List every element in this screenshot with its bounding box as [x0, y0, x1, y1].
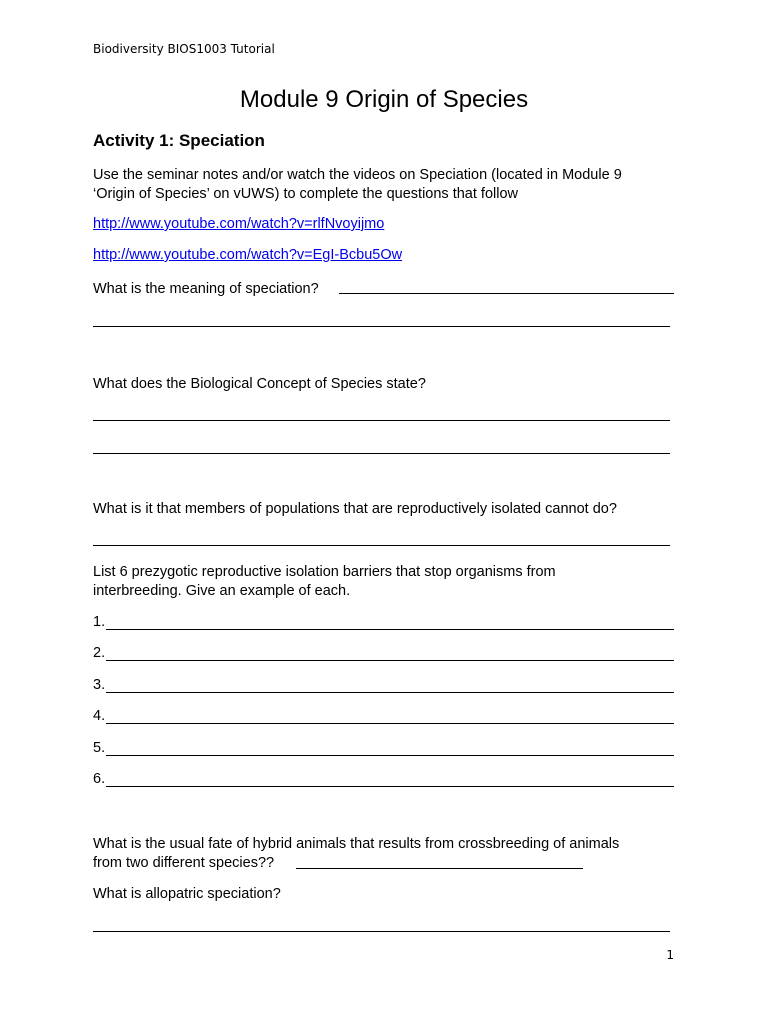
answer-line[interactable]: [93, 545, 670, 546]
answer-line[interactable]: [339, 293, 674, 294]
answer-line[interactable]: [296, 868, 583, 869]
answer-line[interactable]: [93, 931, 670, 932]
page-title: Module 9 Origin of Species: [239, 86, 529, 113]
video-link-1[interactable]: http://www.youtube.com/watch?v=rlfNvoyijmo: [93, 216, 385, 232]
answer-line[interactable]: [93, 453, 670, 454]
numbered-answer-line[interactable]: [93, 645, 674, 661]
numbered-answer-line[interactable]: [93, 677, 674, 693]
question-hybrid-fate-line-2: from two different species??: [93, 855, 275, 871]
item-number: 1.: [93, 614, 106, 630]
video-link-2[interactable]: http://www.youtube.com/watch?v=EgI-Bcbu5Ow: [93, 247, 403, 263]
question-biological-concept: What does the Biological Concept of Species state?: [93, 376, 426, 392]
page-header: Biodiversity BIOS1003 Tutorial: [93, 42, 275, 56]
item-number: 6.: [93, 771, 106, 787]
question-allopatric-speciation: What is allopatric speciation?: [93, 886, 281, 902]
page-number: 1: [666, 948, 674, 962]
question-prezygotic-barriers-line-1: List 6 prezygotic reproductive isolation barriers that stop organisms from: [93, 564, 556, 580]
numbered-answer-line[interactable]: [93, 708, 674, 724]
intro-line-2: ‘Origin of Species’ on vUWS) to complete the questions that follow: [93, 186, 518, 202]
answer-line[interactable]: [93, 420, 670, 421]
numbered-answer-line[interactable]: [93, 614, 674, 630]
item-number: 4.: [93, 708, 106, 724]
answer-line[interactable]: [93, 326, 670, 327]
question-hybrid-fate-line-1: What is the usual fate of hybrid animals that results from crossbreeding of animals: [93, 836, 620, 852]
intro-line-1: Use the seminar notes and/or watch the videos on Speciation (located in Module 9: [93, 167, 622, 183]
item-number: 5.: [93, 740, 106, 756]
numbered-answer-line[interactable]: [93, 771, 674, 787]
question-prezygotic-barriers-line-2: interbreeding. Give an example of each.: [93, 583, 351, 599]
item-number: 2.: [93, 645, 106, 661]
numbered-answer-line[interactable]: [93, 740, 674, 756]
item-number: 3.: [93, 677, 106, 693]
question-reproductive-isolation: What is it that members of populations that are reproductively isolated cannot do?: [93, 501, 617, 517]
question-speciation-meaning: What is the meaning of speciation?: [93, 281, 319, 297]
activity-heading: Activity 1: Speciation: [93, 131, 265, 150]
